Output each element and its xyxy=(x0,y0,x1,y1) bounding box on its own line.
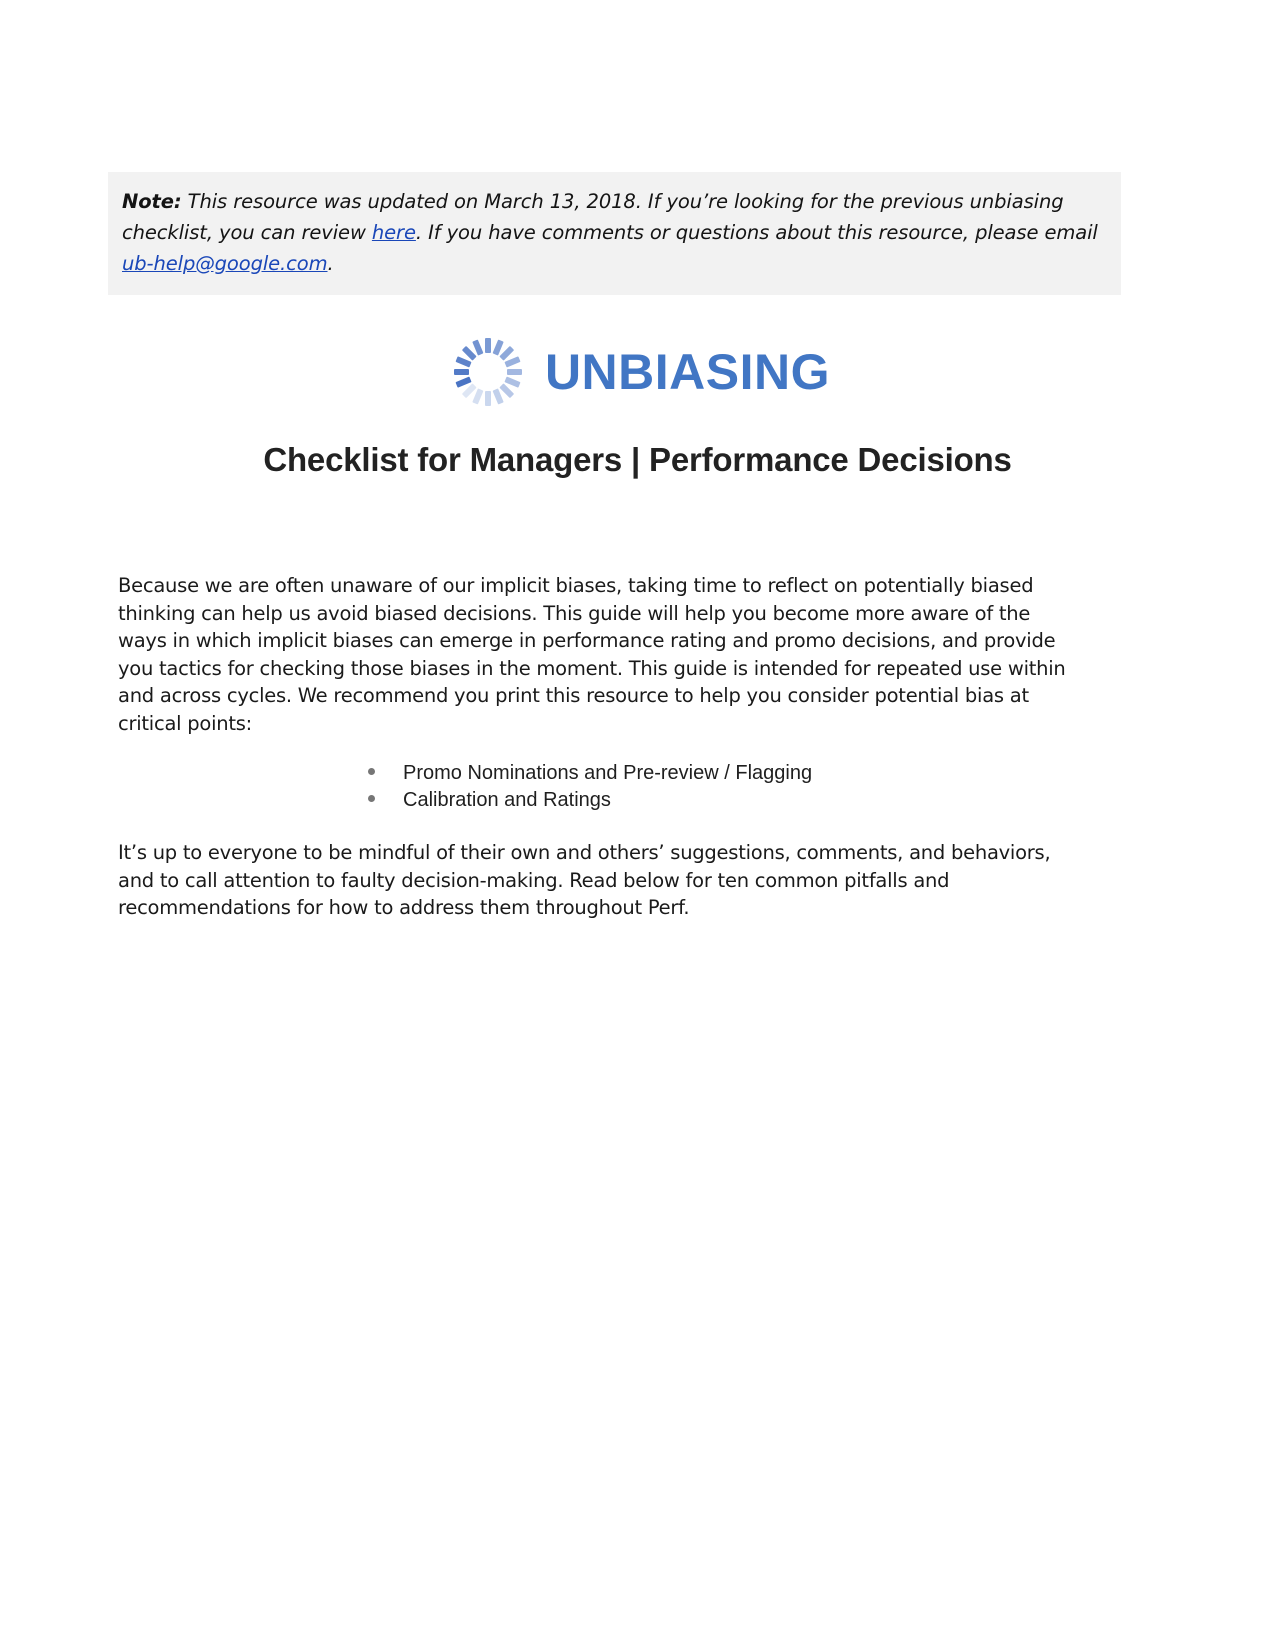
spinner-spoke xyxy=(472,388,483,404)
note-sentence-2: . If you have comments or questions about this resource, please email xyxy=(415,221,1098,244)
note-label: Note: xyxy=(122,190,182,213)
bullet-dot-icon xyxy=(368,795,375,802)
support-email-link[interactable]: ub-help@google.com xyxy=(122,252,328,275)
closing-paragraph: It’s up to everyone to be mindful of their own and others’ suggestions, comments, and behaviors, and to call attention to faulty decision-making. Read below for ten common pitfalls and recommendations for how to address them throughout Perf. xyxy=(118,841,1051,919)
intro-paragraph: Because we are often unaware of our implicit biases, taking time to reflect on potentially biased thinking can help us avoid biased decisions. This guide will help you become more aware of the ways in which implicit biases can emerge in performance rating and promo decisions, and provide you tactics for checking those biases in the moment. This guide is intended for repeated use within and across cycles. We recommend you print this resource to help you consider potential bias at critical points: xyxy=(118,574,1066,735)
sunburst-spinner-icon xyxy=(445,329,531,415)
list-item-label: Promo Nominations and Pre-review / Flagging xyxy=(403,762,813,784)
spinner-spoke xyxy=(504,356,520,367)
brand-wordmark: UNBIASING xyxy=(544,344,831,400)
paragraph-spacer xyxy=(118,814,1068,839)
critical-points-list xyxy=(118,760,1068,814)
previous-checklist-link[interactable]: here xyxy=(371,221,416,244)
brand-logo xyxy=(0,326,1275,418)
note-banner xyxy=(108,172,1121,295)
spinner-spoke xyxy=(485,391,491,406)
bullet-dot-icon xyxy=(368,768,375,775)
list-item-label: Calibration and Ratings xyxy=(403,789,611,811)
note-text xyxy=(122,186,1107,279)
page-title: Checklist for Managers | Performance Decisions xyxy=(263,441,1012,478)
spinner-spoke xyxy=(485,338,491,353)
list-item xyxy=(118,787,1068,814)
document-body xyxy=(118,572,1068,922)
list-item xyxy=(118,760,1068,787)
spinner-spoke xyxy=(454,369,469,375)
spinner-spoke xyxy=(507,369,522,375)
note-sentence-1: This resource was updated on March 13, 2018. If you’re looking for the previous unbiasing checklist, you can review xyxy=(122,190,1064,244)
note-sentence-3: . xyxy=(327,252,334,275)
